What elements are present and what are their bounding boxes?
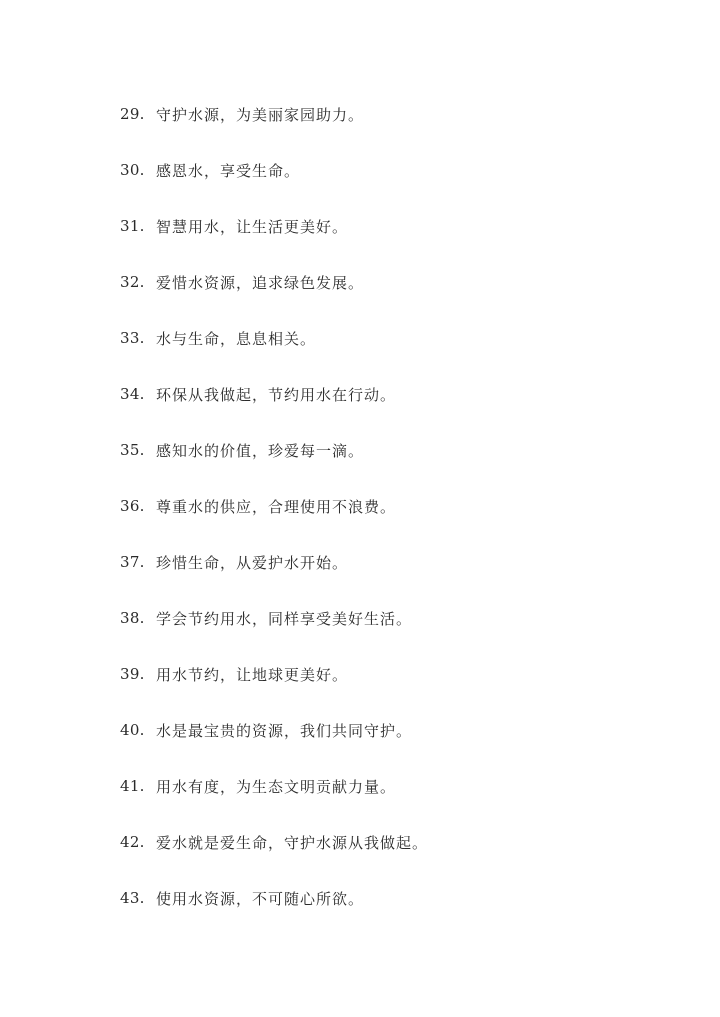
item-number: 33. (120, 329, 145, 347)
item-text: 学会节约用水，同样享受美好生活。 (156, 609, 413, 628)
list-item (120, 254, 680, 310)
slogan-list (120, 86, 680, 926)
list-item (120, 198, 680, 254)
item-number: 39. (120, 665, 145, 683)
list-item (120, 646, 680, 702)
item-text: 爱水就是爱生命，守护水源从我做起。 (156, 833, 429, 852)
item-text: 水与生命，息息相关。 (156, 329, 317, 348)
list-item (120, 86, 680, 142)
item-number: 31. (120, 217, 145, 235)
item-number: 29. (120, 105, 145, 123)
item-number: 37. (120, 553, 145, 571)
list-item (120, 366, 680, 422)
list-item (120, 478, 680, 534)
item-text: 守护水源，为美丽家园助力。 (156, 105, 365, 124)
item-text: 水是最宝贵的资源，我们共同守护。 (156, 721, 413, 740)
list-item (120, 758, 680, 814)
item-text: 珍惜生命，从爱护水开始。 (156, 553, 349, 572)
item-text: 环保从我做起，节约用水在行动。 (156, 385, 397, 404)
item-number: 30. (120, 161, 145, 179)
list-item (120, 702, 680, 758)
item-text: 尊重水的供应，合理使用不浪费。 (156, 497, 397, 516)
item-number: 35. (120, 441, 145, 459)
item-number: 40. (120, 721, 145, 739)
list-item (120, 814, 680, 870)
item-number: 38. (120, 609, 145, 627)
item-number: 36. (120, 497, 145, 515)
item-text: 用水节约，让地球更美好。 (156, 665, 349, 684)
item-text: 感恩水，享受生命。 (156, 161, 301, 180)
item-text: 爱惜水资源，追求绿色发展。 (156, 273, 365, 292)
list-item (120, 870, 680, 926)
list-item (120, 422, 680, 478)
item-number: 41. (120, 777, 145, 795)
list-item (120, 590, 680, 646)
list-item (120, 534, 680, 590)
item-number: 34. (120, 385, 145, 403)
item-text: 使用水资源，不可随心所欲。 (156, 889, 365, 908)
item-text: 感知水的价值，珍爱每一滴。 (156, 441, 365, 460)
list-item (120, 310, 680, 366)
item-number: 32. (120, 273, 145, 291)
item-text: 智慧用水，让生活更美好。 (156, 217, 349, 236)
item-text: 用水有度，为生态文明贡献力量。 (156, 777, 397, 796)
item-number: 42. (120, 833, 145, 851)
item-number: 43. (120, 889, 145, 907)
list-item (120, 142, 680, 198)
